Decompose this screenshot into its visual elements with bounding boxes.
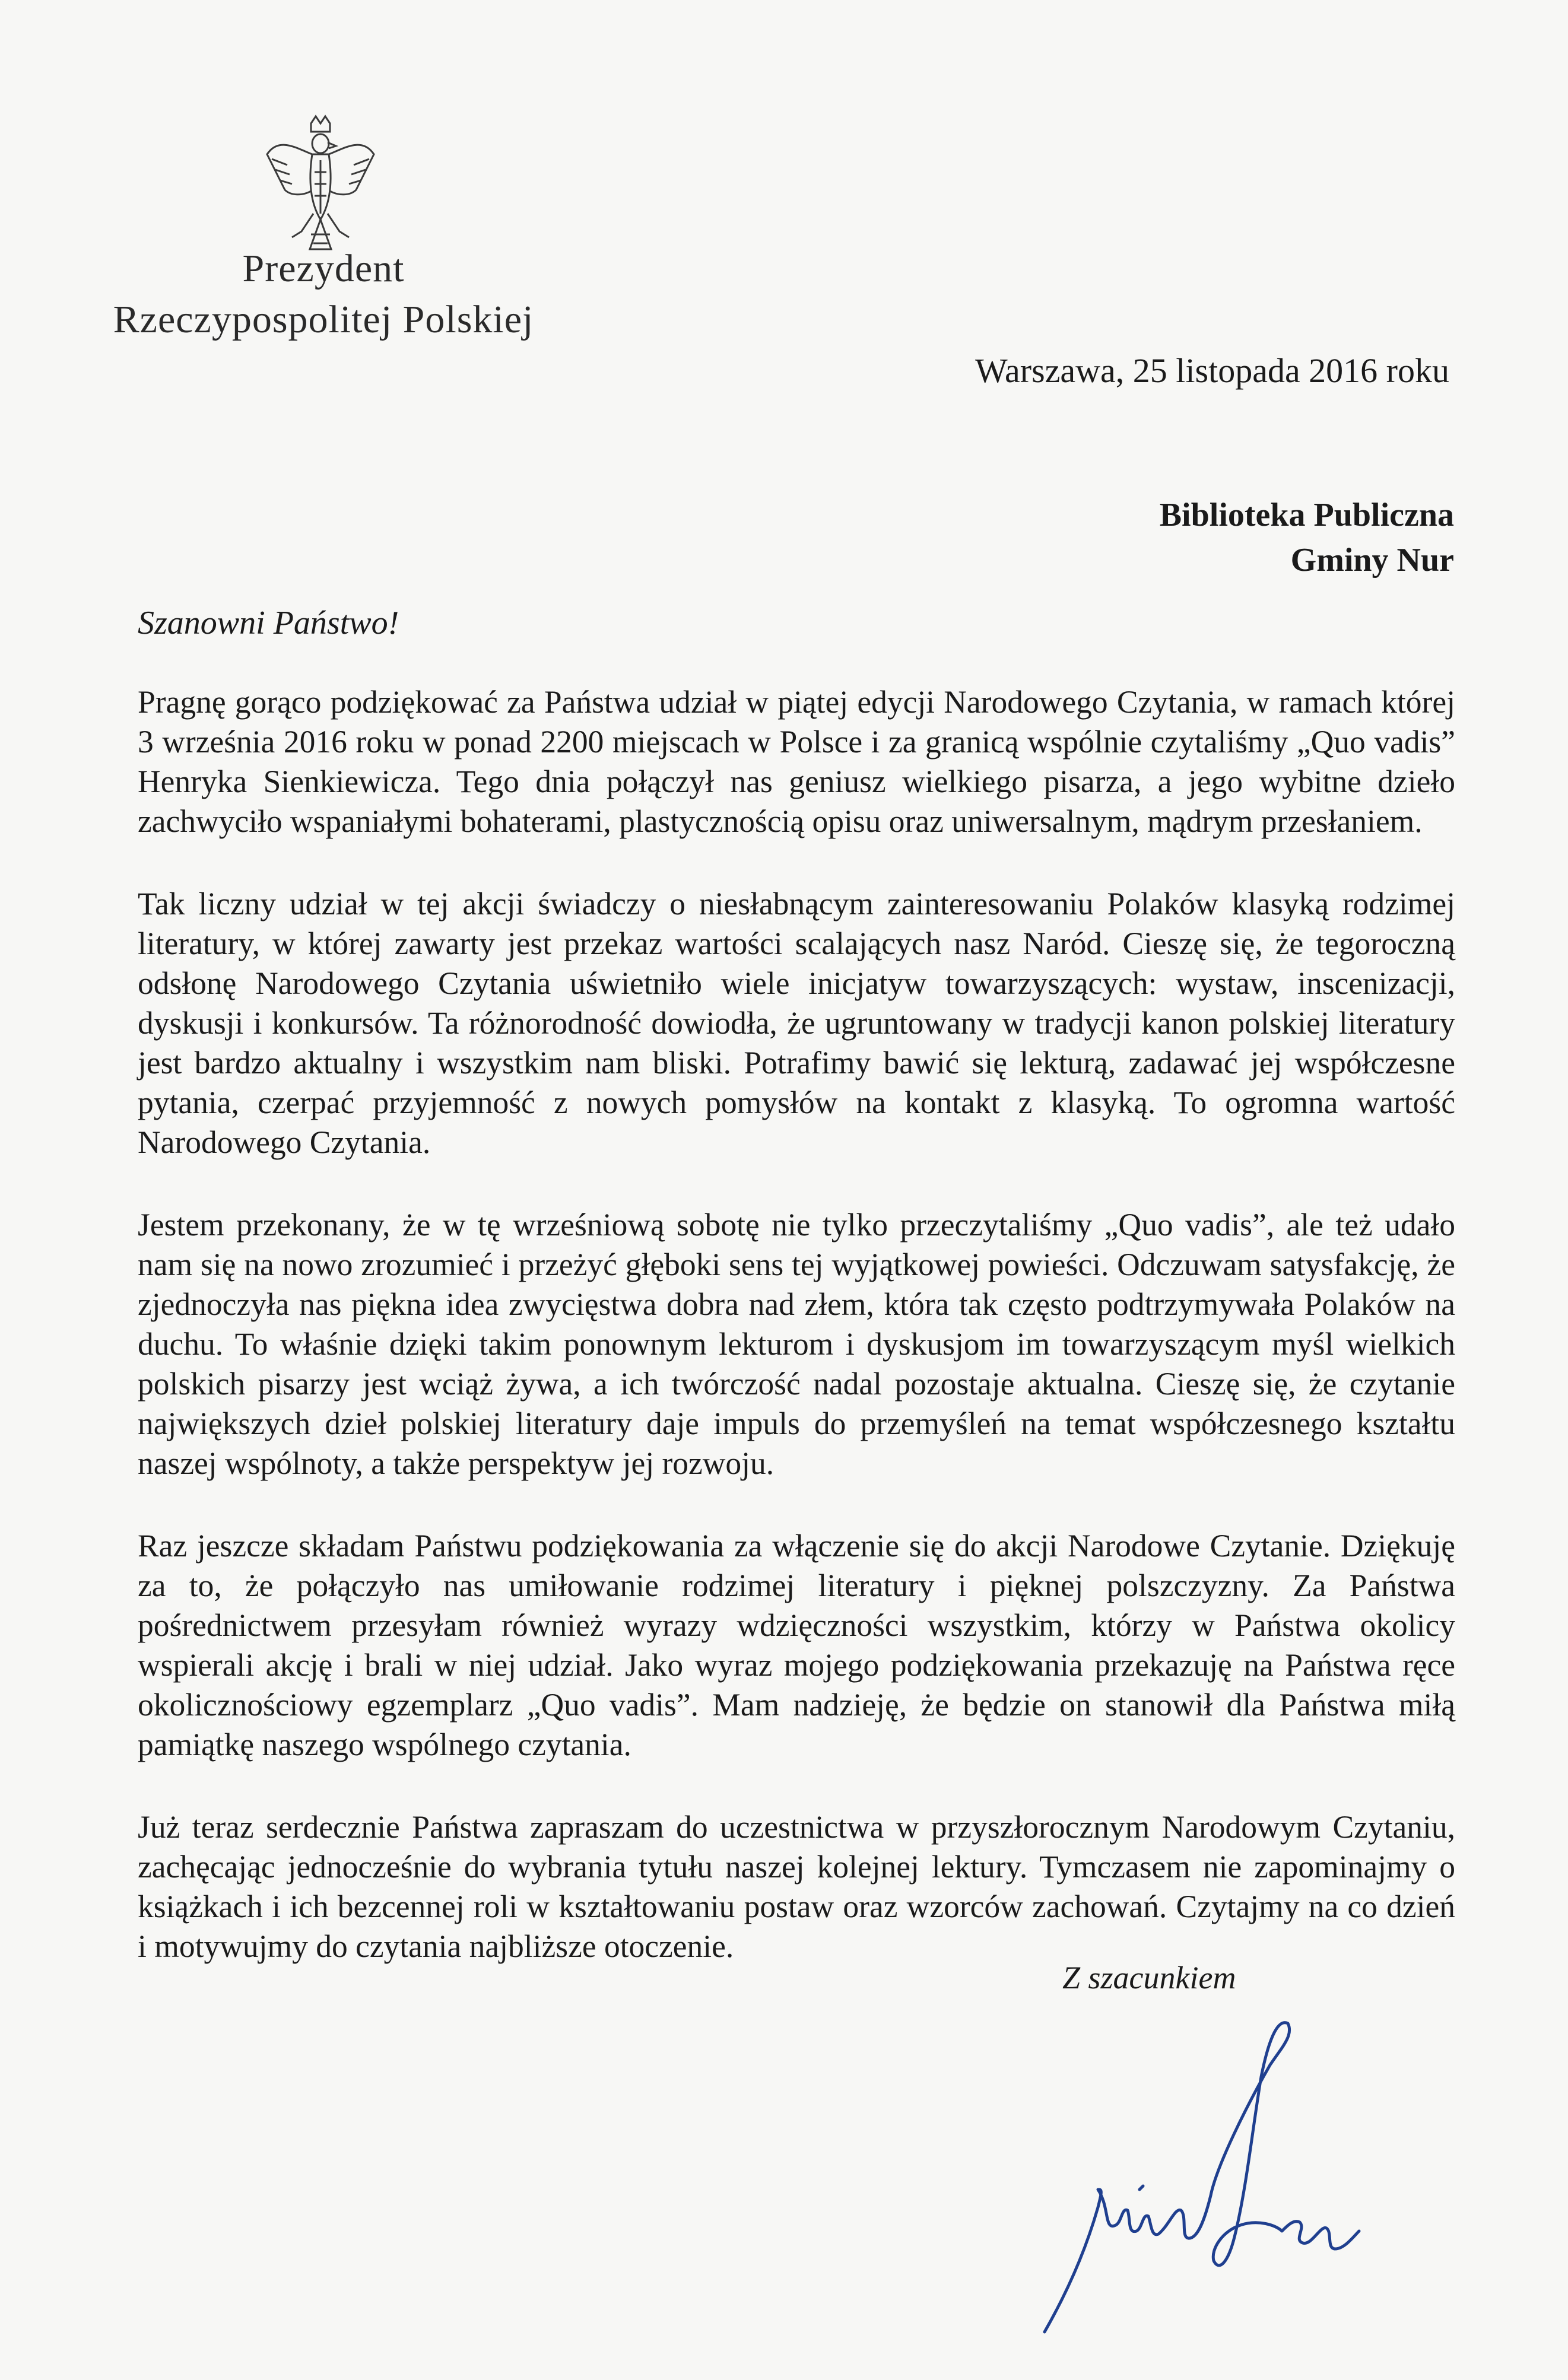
letterhead-title-line2: Rzeczypospolitej Polskiej: [113, 298, 534, 341]
letterhead-office: [95, 243, 552, 345]
recipient-line2: Gminy Nur: [1290, 542, 1454, 579]
white-eagle-emblem-icon: [261, 113, 380, 261]
paragraph-1: Pragnę gorąco podziękować za Państwa udział w piątej edycji Narodowego Czytania, w ramach której 3 września 2016 roku w ponad 2200 miejscach w Polsce i za granicą wspólnie czytaliśmy „Quo vadis” Henryka Sienkiewicza. Tego dnia połączył nas geniusz wielkiego pisarza, a jego wybitne dzieło zachwyciło wspaniałymi bohaterami, plastycznością opisu oraz uniwersalnym, mądrym przesłaniem.: [138, 684, 1455, 839]
paragraph-3: Jestem przekonany, że w tę wrześniową sobotę nie tylko przeczytaliśmy „Quo vadis”, ale też udało nam się na nowo zrozumieć i przeżyć głęboki sens tej wyjątkowej powieści. Odczuwam satysfakcję, że zjednoczyła nas piękna idea zwycięstwa dobra nad złem, która tak często podtrzymywała Polaków na duchu. To właśnie dzięki takim ponownym lekturom i dyskusjom im towarzyszącym myśl wielkich polskich pisarzy jest wciąż żywa, a ich twórczość nadal pozostaje aktualna. Cieszę się, że czytanie największych dzieł polskiej literatury daje impuls do przemyśleń na temat współczesnego kształtu naszej wspólnoty, a także perspektyw jej rozwoju.: [138, 1207, 1455, 1481]
date-line: Warszawa, 25 listopada 2016 roku: [975, 351, 1449, 390]
closing: Z szacunkiem: [1062, 1960, 1236, 1995]
recipient-line1: Biblioteka Publiczna: [1159, 497, 1454, 533]
paragraph-5: Już teraz serdecznie Państwa zapraszam do uczestnictwa w przyszłorocznym Narodowym Czytaniu, zachęcając jednocześnie do wybrania tytułu naszej kolejnej lektury. Tymczasem nie zapominajmy o książkach i ich bezcennej roli w kształtowaniu postaw oraz wzorców zachowań. Czytajmy na co dzień i motywujmy do czytania najbliższe otoczenie.: [138, 1809, 1455, 1964]
recipient-block: [1160, 492, 1454, 583]
handwritten-signature-icon: [1033, 2012, 1389, 2344]
letterhead-title-line1: Prezydent: [242, 247, 405, 290]
paragraph-4: Raz jeszcze składam Państwu podziękowania za włączenie się do akcji Narodowe Czytanie. Dziękuję za to, że połączyło nas umiłowanie rodzimej literatury i pięknej polszczyzny. Za Państwa pośrednictwem przesyłam również wyrazy wdzięczności wszystkim, którzy w Państwa okolicy wspierali akcję i brali w niej udział. Jako wyraz mojego podziękowania przekazuję na Państwa ręce okolicznościowy egzemplarz „Quo vadis”. Mam nadzieję, że będzie on stanowił dla Państwa miłą pamiątkę naszego wspólnego czytania.: [138, 1528, 1455, 1762]
paragraph-2: Tak liczny udział w tej akcji świadczy o niesłabnącym zainteresowaniu Polaków klasyką rodzimej literatury, w której zawarty jest przekaz wartości scalających nasz Naród. Cieszę się, że tegoroczną odsłonę Narodowego Czytania uświetniło wiele inicjatyw towarzyszących: wystaw, inscenizacji, dyskusji i konkursów. Ta różnorodność dowiodła, że ugruntowany w tradycji kanon polskiej literatury jest bardzo aktualny i wszystkim nam bliski. Potrafimy bawić się lekturą, zadawać jej współczesne pytania, czerpać przyjemność z nowych pomysłów na kontakt z klasyką. To ogromna wartość Narodowego Czytania.: [138, 886, 1455, 1160]
letter-body: [138, 682, 1455, 2009]
salutation: Szanowni Państwo!: [138, 605, 399, 641]
